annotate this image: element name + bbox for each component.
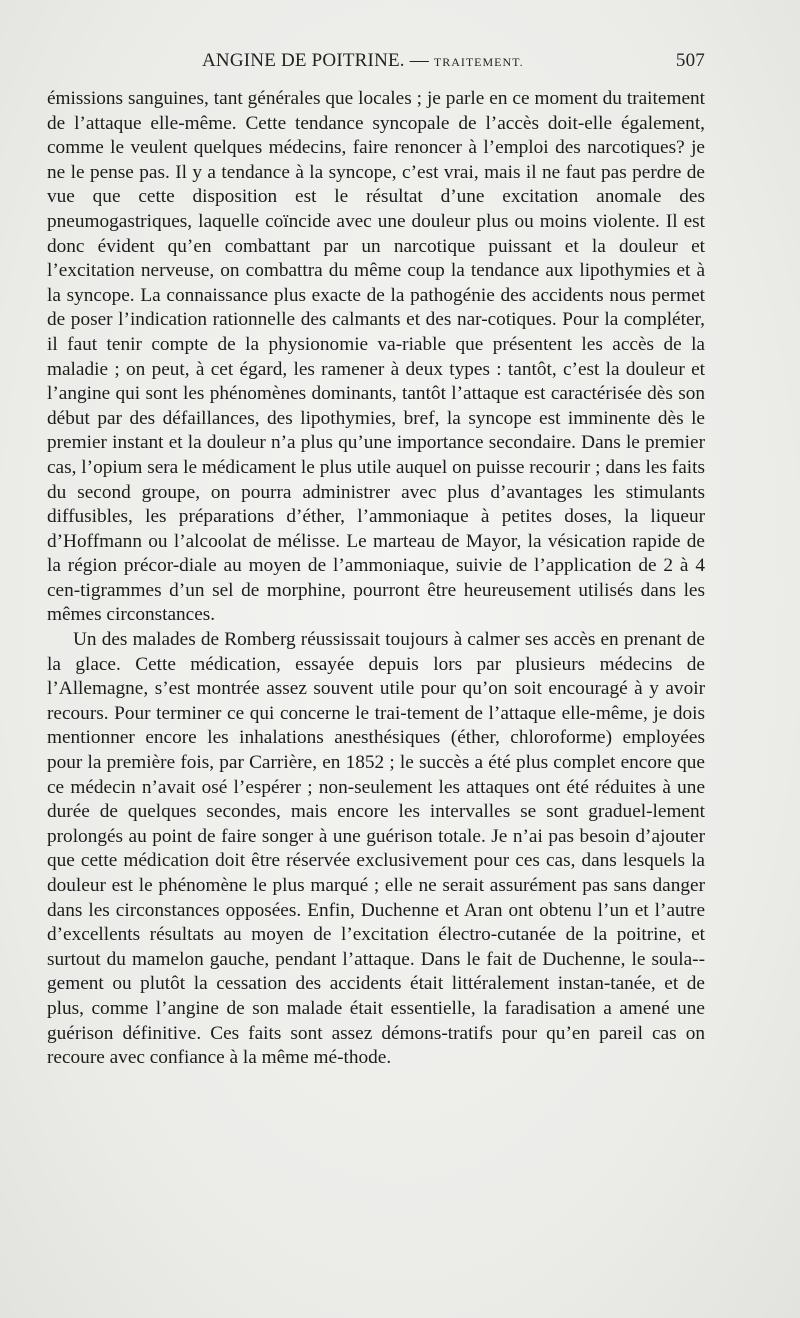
body-text — [47, 87, 705, 1071]
running-section: TRAITEMENT. — [433, 55, 524, 69]
paragraph: Un des malades de Romberg réussissait toujours à calmer ses accès en prenant de la glace. Cette médication, essayée depuis lors par plusieurs médecins de l’Allemagne, s’est montrée assez souvent utile pour qu’on soit encouragé à y avoir recours. Pour terminer ce qui concerne le trai-tement de l’attaque elle-même, je dois mentionner encore les inhalations anesthésiques (éther, chloroforme) employées pour la première fois, par Carrière, en 1852 ; le succès a été plus complet encore que ce médecin n’avait osé l’espérer ; non-seulement les attaques ont été réduites à une durée de quelques secondes, mais encore les intervalles se sont graduel-lement prolongés au point de faire songer à une guérison totale. Je n’ai pas besoin d’ajouter que cette médication doit être réservée exclusivement pour ces cas, dans lesquels la douleur est le phénomène le plus marqué ; elle ne serait assurément pas sans danger dans les circonstances opposées. Enfin, Duchenne et Aran ont obtenu l’un et l’autre d’excellents résultats au moyen de l’excitation électro-cutanée de la poitrine, et surtout du mamelon gauche, pendant l’attaque. Dans le fait de Duchenne, le soula-gement ou plutôt la cessation des accidents était littéralement instan-tanée, et de plus, comme l’angine de son malade était essentielle, la faradisation a amené une guérison définitive. Ces faits sont assez démons-tratifs pour qu’en pareil cas on recoure avec confiance à la même mé-thode. — [47, 629, 705, 1069]
page-number: 507 — [675, 50, 705, 71]
paragraph: émissions sanguines, tant générales que locales ; je parle en ce moment du traitement de l’attaque elle-même. Cette tendance syncopale de l’accès doit-elle également, comme le veulent quelques médecins, faire renoncer à l’emploi des narcotiques? je ne le pense pas. Il y a tendance à la syncope, c’est vrai, mais il ne faut pas perdre de vue que cette disposition est le résultat d’une excitation anomale des pneumogastriques, laquelle coïncide avec une douleur plus ou moins violente. Il est donc évident qu’en combattant par un narcotique puissant et la douleur et l’excitation nerveuse, on combattra du même coup la tendance aux lipothymies et à la syncope. La connaissance plus exacte de la pathogénie des accidents nous permet de poser l’indication rationnelle des calmants et des nar-cotiques. Pour la compléter, il faut tenir compte de la physionomie va-riable que présentent les accès de la maladie ; on peut, à cet égard, les ramener à deux types : tantôt, c’est la douleur et l’angine qui sont les phénomènes dominants, tantôt l’attaque est caractérisée dès son début par des défaillances, des lipothymies, bref, la syncope est imminente dès le premier instant et la douleur n’a plus qu’une importance secondaire. Dans le premier cas, l’opium sera le médicament le plus utile auquel on puisse recourir ; dans les faits du second groupe, on pourra administrer avec plus d’avantages les stimulants diffusibles, les préparations d’éther, l’ammoniaque à petites doses, la liqueur d’Hoffmann ou l’alcoolat de mélisse. Le marteau de Mayor, la vésication rapide de la région précor-diale au moyen de l’ammoniaque, suivie de l’application de 2 à 4 cen-tigrammes d’un sel de morphine, pourront être heureusement utilisés dans les mêmes circonstances. — [47, 88, 705, 626]
running-head — [47, 48, 705, 78]
page-content — [47, 48, 705, 1071]
running-title — [202, 50, 524, 72]
running-title-text: ANGINE DE POITRINE. — — [202, 50, 429, 71]
